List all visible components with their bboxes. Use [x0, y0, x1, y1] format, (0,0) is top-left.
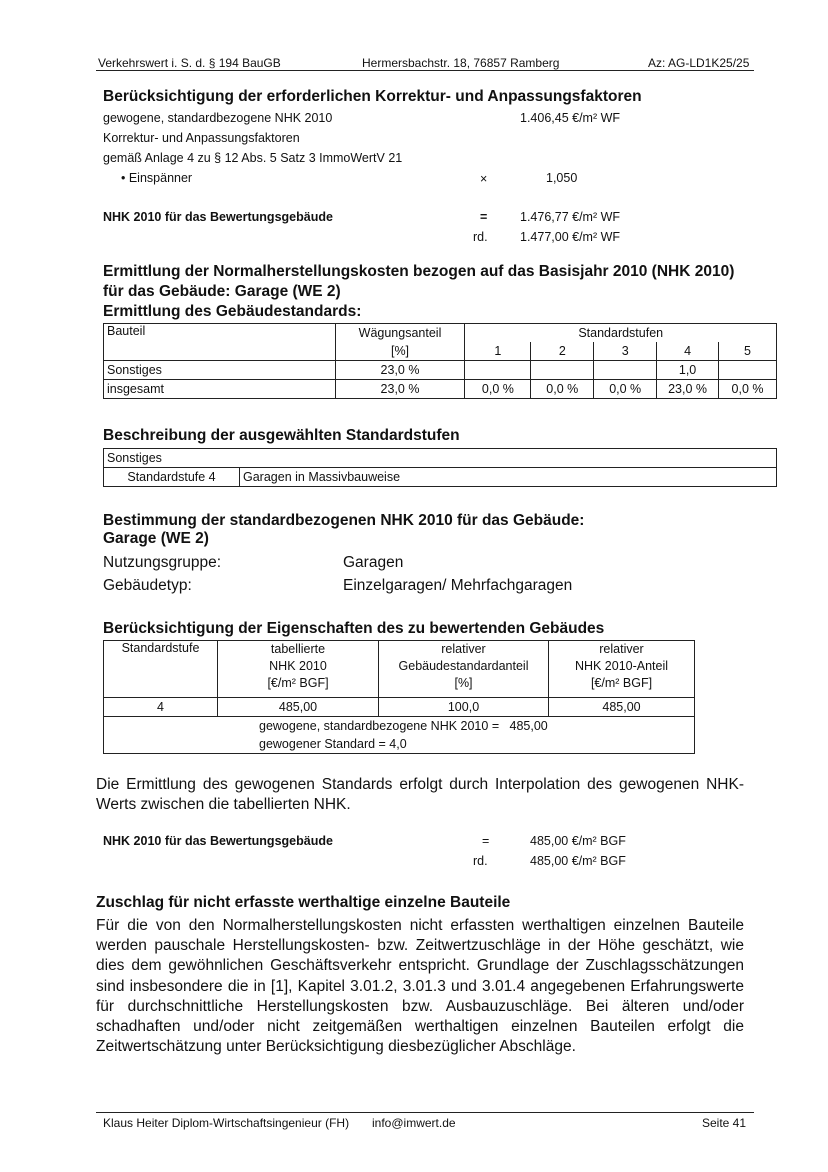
nhk-weighted-value: 1.406,45 €/m² WF: [520, 111, 621, 125]
section-subtitle-garage-we2: Garage (WE 2): [103, 530, 209, 547]
legal-reference: gemäß Anlage 4 zu § 12 Abs. 5 Satz 3 ImmoWertV 21: [103, 151, 403, 165]
rounded-label: rd.: [473, 230, 488, 244]
nhk-result-value: 1.476,77 €/m² WF: [520, 210, 621, 224]
level-5: 5: [719, 342, 777, 361]
description-group: Sonstiges: [104, 449, 777, 468]
section-title-korrektur: Berücksichtigung der erforderlichen Korrektur- und Anpassungsfaktoren: [103, 88, 642, 105]
interpolation-paragraph: Die Ermittlung des gewogenen Standards erfolgt durch Interpolation des gewogenen NHK-Werts zwischen die tabellierten NHK.: [96, 776, 744, 814]
nhk-final-label: NHK 2010 für das Bewertungsgebäude: [103, 834, 333, 848]
row-cell: 1,0: [657, 361, 719, 380]
description-stufe: Standardstufe 4: [104, 468, 240, 487]
row-cell: [719, 361, 777, 380]
header-line: tabellierte: [270, 642, 326, 656]
row-weight: 23,0 %: [335, 380, 465, 399]
col-header-nhk-anteil: [549, 641, 695, 698]
col-header-bauteil: Bauteil: [104, 324, 336, 361]
section-title-nhk-basisjahr: Ermittlung der Normalherstellungskosten bezogen auf das Basisjahr 2010 (NHK 2010): [103, 263, 735, 280]
nhk-weighted-label: gewogene, standardbezogene NHK 2010: [103, 111, 333, 125]
summary-weighted-standard: gewogener Standard = 4,0: [259, 737, 407, 751]
einspaenner-factor: 1,050: [546, 171, 578, 185]
level-1: 1: [465, 342, 531, 361]
header-left: Verkehrswert i. S. d. § 194 BauGB: [98, 56, 281, 70]
bullet-einspaenner: • Einspänner: [121, 171, 193, 185]
nhk-table: [103, 640, 695, 754]
nhk-final-rounded-label: rd.: [473, 854, 488, 868]
row-cell: 485,00: [549, 698, 695, 717]
header-line: [%]: [454, 676, 473, 690]
table-row: [104, 380, 777, 399]
nhk-final-value: 485,00 €/m² BGF: [530, 834, 626, 848]
nhk-result-label: NHK 2010 für das Bewertungsgebäude: [103, 210, 333, 224]
row-weight: 23,0 %: [335, 361, 465, 380]
standard-table: [103, 323, 777, 399]
row-cell: 0,0 %: [594, 380, 657, 399]
row-cell: 0,0 %: [531, 380, 594, 399]
description-text: Garagen in Massivbauweise: [240, 468, 777, 487]
col-header-relativer-anteil: [379, 641, 549, 698]
row-cell: [531, 361, 594, 380]
level-2: 2: [531, 342, 594, 361]
summary-weighted-nhk: gewogene, standardbezogene NHK 2010 = 485,00: [259, 719, 548, 733]
col-header-percent: [%]: [335, 342, 465, 361]
nhk-final-equals: =: [482, 834, 490, 848]
row-label: Sonstiges: [104, 361, 336, 380]
table-row: [104, 361, 777, 380]
level-3: 3: [594, 342, 657, 361]
level-4: 4: [657, 342, 719, 361]
header-rule: [96, 70, 754, 71]
zuschlag-paragraph: Für die von den Normalherstellungskosten nicht erfassten werthaltigen einzelnen Bauteile werden pauschale Herstellungskosten- bzw. Zeitwertzuschläge in der Höhe geschätzt, wie dies dem gewöhnlichen Geschäftsverkehr entspricht. Grundlage der Zuschlagsschätzungen sind insbesondere die in [1], Kapitel 3.01.2, 3.01.3 und 3.01.4 angegebenen Erfahrungswerte für durchschnittliche Herstellungskosten bzw. Ausbauzuschläge. Bei älteren und/oder schadhaften und/oder nicht zeitgemäßen werthaltigen einzelnen Bauteilen erfolgt die Zeitwertschätzung unter Berücksichtigung diesbezüglicher Abschläge.: [96, 917, 744, 1056]
section-title-bestimmung: Bestimmung der standardbezogenen NHK 2010 für das Gebäude:: [103, 512, 585, 529]
header-line: [€/m² BGF]: [590, 676, 653, 690]
col-header-standardstufe: Standardstufe: [104, 641, 218, 698]
header-address: Hermersbachstr. 18, 76857 Ramberg: [362, 56, 560, 70]
correction-factors-label: Korrektur- und Anpassungsfaktoren: [103, 131, 300, 145]
col-header-tabellierte: [218, 641, 379, 698]
header-line: relativer: [441, 642, 486, 656]
header-line: NHK 2010-Anteil: [574, 659, 669, 673]
page-number: Seite 41: [702, 1116, 747, 1130]
footer-rule: [96, 1112, 754, 1113]
header-line: [€/m² BGF]: [267, 676, 329, 690]
description-table: [103, 448, 777, 487]
row-cell: [594, 361, 657, 380]
row-cell: 23,0 %: [657, 380, 719, 399]
section-title-zuschlag: Zuschlag für nicht erfasste werthaltige einzelne Bauteile: [96, 894, 511, 911]
section-title-beschreibung: Beschreibung der ausgewählten Standardstufen: [103, 427, 460, 444]
nutzungsgruppe-label: Nutzungsgruppe:: [103, 554, 222, 571]
header-line: Gebäudestandardanteil: [398, 659, 529, 673]
multiply-sign: ×: [480, 172, 488, 186]
header-line: NHK 2010: [269, 659, 327, 673]
row-cell: 4: [104, 698, 218, 717]
equals-sign: =: [480, 210, 488, 224]
section-subtitle-garage: für das Gebäude: Garage (WE 2): [103, 283, 341, 300]
row-cell: 100,0: [379, 698, 549, 717]
row-cell: 485,00: [218, 698, 379, 717]
row-cell: 0,0 %: [465, 380, 531, 399]
col-header-standardstufen: Standardstufen: [465, 324, 777, 343]
nhk-summary: [104, 717, 695, 754]
section-title-eigenschaften: Berücksichtigung der Eigenschaften des zu bewertenden Gebäudes: [103, 620, 605, 637]
table-row: [104, 698, 695, 717]
row-cell: [465, 361, 531, 380]
section-title-gebaeudestandard: Ermittlung des Gebäudestandards:: [103, 303, 362, 320]
nhk-rounded-value: 1.477,00 €/m² WF: [520, 230, 621, 244]
nutzungsgruppe-value: Garagen: [343, 554, 404, 571]
gebaeudetyp-value: Einzelgaragen/ Mehrfachgaragen: [343, 577, 573, 594]
row-cell: 0,0 %: [719, 380, 777, 399]
footer-author: Klaus Heiter Diplom-Wirtschaftsingenieur (FH): [103, 1116, 350, 1130]
gebaeudetyp-label: Gebäudetyp:: [103, 577, 192, 594]
row-label: insgesamt: [104, 380, 336, 399]
nhk-final-rounded-value: 485,00 €/m² BGF: [530, 854, 626, 868]
col-header-waegungsanteil: Wägungsanteil: [335, 324, 465, 343]
footer-email: info@imwert.de: [372, 1116, 456, 1130]
header-line: relativer: [599, 642, 644, 656]
header-reference: Az: AG-LD1K25/25: [648, 56, 750, 70]
